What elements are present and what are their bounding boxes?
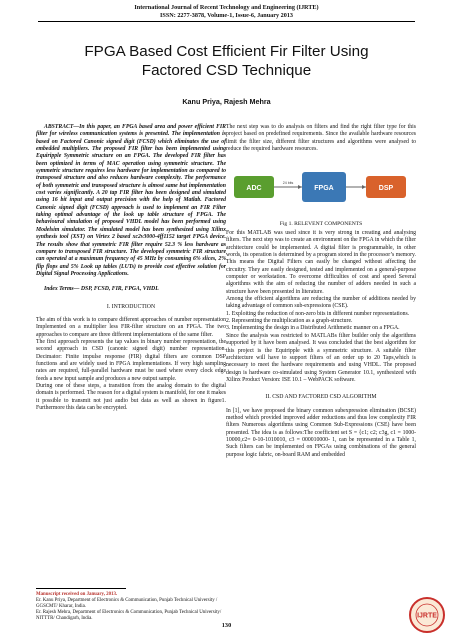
figure-relevant-components — [232, 160, 410, 212]
right-paragraph: Since the analysis was restricted to MATLABs filter builder only the algorithms supported by it have been analysed. It was concluded that the best algorithm for this project is the Equiripple with a symmetric structure. A suitable filter architecture will have to support filters of an order up to 20 Taps,which is necessary to meet the hardware requirements and using VHDL. The proposed design is hardware co-simulated using System Generator 10.1, synthesized with Xilinx Product Version: ISE 10.1 – WebPACK software. — [226, 332, 416, 383]
adc-label: ADC — [246, 185, 262, 192]
figure-caption: Fig 1. RELEVENT COMPONENTS — [279, 221, 363, 227]
logo-text: IJRTE — [417, 612, 437, 620]
author-affiliation: Er. Kanu Priya, Department of Electronics & Communication, Punjab Technical University / GGSCMT/ Kharar, India. — [36, 597, 218, 609]
index-terms: Index Terms— DSP, FCSD, FIR, FPGA, VHDL — [44, 286, 159, 293]
paper-title-line2: Factored CSD Technique — [141, 62, 312, 79]
fpga-label: FPGA — [314, 185, 334, 192]
intro-paragraph: The first approach represents the tap values in binary number representation, the second approach in CSD (canonic signed digit) number representation. Decimator: Finite impulse response (FIR) digital filters are common DSP functions and are widely used in FPGA implementations. If very high sampling rates are required, full-parallel hardware must be used where every clock edge feeds a new input sample and produces a new output sample. — [36, 338, 226, 382]
manuscript-received: Manuscript received on January, 2013. — [36, 591, 118, 597]
abstract: ABSTRACT—In this paper, an FPGA based area and power efficient FIR filter for wireless communication systems is presented. The implementation is based on Factored Canonic signed digit (FCSD) which eliminates the use of embedded multipliers. The proposed FIR filter has been implemented using Equiripple Symmetric structure on an FPGA. The developed FIR filter has been optimized in terms of MAC operation using symmetric structure. The symmetric structure requires less hardware for implementation as compared to transposed structure and also reduces hardware complexity. The performance of both symmetric and transposed structure is almost same but implementation cost varies significantly. A 20 tap FIR filter has been designed and simulated using 16 bit input and output precision with the help of Matlab. Factored Canonic signed digit (FCSD) approach is used to implement an FIR Filter taking optimal advantage of the look up table structure of FPGA. The behavioural simulation of proposed VHDL model has been performed using Modelsim simulator. The simulated model has been synthesized using Xilinx synthesis tool (XST) on Virtex 2 based xc2v3000-4ff1152 target FPGA device. The results show that symmetric FIR filter require 52.3 % less hardware as compare to transposed FIR structure. The developed symmetric FIR structure can operated at a maximum frequency of 45 MHz by consuming 6% slices, 2% flip flops and 5% Look up tables (LUTs) to provide cost effective solution for Digital Signal Processing Applications. — [36, 124, 226, 277]
journal-issn: ISSN: 2277-3878, Volume-1, Issue-6, January 2013 — [159, 11, 294, 19]
section-heading-introduction: I. INTRODUCTION — [106, 303, 156, 310]
right-paragraph: Among the efficient algorithms are reducing the number of additions needed by taking advantage of common sub-expressions (CSE). — [226, 296, 416, 310]
author-affiliation: Er. Rajesh Mehra, Department of Electronics & Communication, Punjab Technical University/ NITTTR/ Chandigarh, India. — [36, 610, 222, 622]
right-paragraph: 2. Representing the multiplication as a graph-structure. — [226, 318, 353, 325]
paper-authors: Kanu Priya, Rajesh Mehra — [182, 97, 271, 106]
right-intro-paragraph: The next step was to do analysis on filters and find the right filter type for this project based on predefined requirements. Since the available hardware resources limit the filter size, different filter structures and algorithms were analysed to reduce the required hardware resources. — [226, 124, 416, 153]
page-number: 130 — [221, 622, 232, 629]
dsp-label: DSP — [378, 185, 394, 192]
intro-paragraph: The aim of this work is to compare different approaches of number representation Implemented on a multiplier less FIR-filter structure on an FPGA. The two approaches to compare are three different implementations of the same filter. — [36, 316, 226, 338]
right-column-body — [226, 230, 416, 459]
section-heading-csd: II. CSD AND FACTORED CSD ALGORITHM — [265, 394, 377, 401]
footnote-rule — [36, 588, 126, 589]
right-column-intro — [226, 124, 416, 153]
section2-paragraph: In [1], we have proposed the binary common subexpression elimination (BCSE) method which provided improved adder reductions and thus low complexity FIR filters Numerous algorithms using Common Sub-Expressions (CSE) have been presented. The idea is as follows:The coefficient set S = {c1; c2; c3g, c1 = 1000-10000,c2= 0-10-1010010, c3 = 000010000- 1, can be represented in a Table 1, Such filters can be implemented on FPGAs using combinations of the general purpose logic fabric, on-board RAM and embedded — [226, 407, 416, 458]
block-diagram — [232, 160, 410, 212]
journal-name: International Journal of Recent Technology and Engineering (IJRTE) — [134, 4, 319, 11]
left-column — [36, 124, 226, 412]
intro-paragraph: During one of these steps, a transition from the analog domain to the digital domain is performed. The reason for a digital system is manifold, for one it makes it possible to transmit not just audio but data as well as shown in figure1. Furthermore this data can be encrypted. — [36, 383, 226, 412]
journal-header — [0, 4, 453, 19]
arrow-label: 24 bits — [282, 181, 294, 185]
right-paragraph: For this MATLAB was used since it is very strong in creating and analysing filters. The next step was to create an environment on the FPGA in which the filter architecture could be implemented. A digital filter is programmable, in other words, its operation is determined by a program stored in the processor’s memory. This means the Digital Filters can easily be changed without affecting the circuitry. They are easily designed, tested and implemented on a general-purpose computer or workstation. To overcome difficulties of cost and speed Several algorithms with the aim of reducing the number of adders needed in such a structure have been presented in literature. — [226, 230, 416, 295]
arrow-head — [298, 185, 302, 189]
paper-title-line1: FPGA Based Cost Efficient Fir Filter Using — [84, 43, 369, 60]
logo-icon — [408, 596, 446, 634]
right-paragraph: 1. Exploiting the reduction of non-zero bits in different number representations. — [226, 310, 410, 317]
right-paragraph: 3. Implementing the design in a Distributed Arithmetic manner on a FPGA. — [226, 325, 400, 332]
paper-title — [40, 42, 413, 80]
journal-logo — [408, 596, 446, 634]
arrow-head — [362, 185, 366, 189]
footnotes — [36, 588, 226, 623]
header-rule — [38, 21, 415, 22]
